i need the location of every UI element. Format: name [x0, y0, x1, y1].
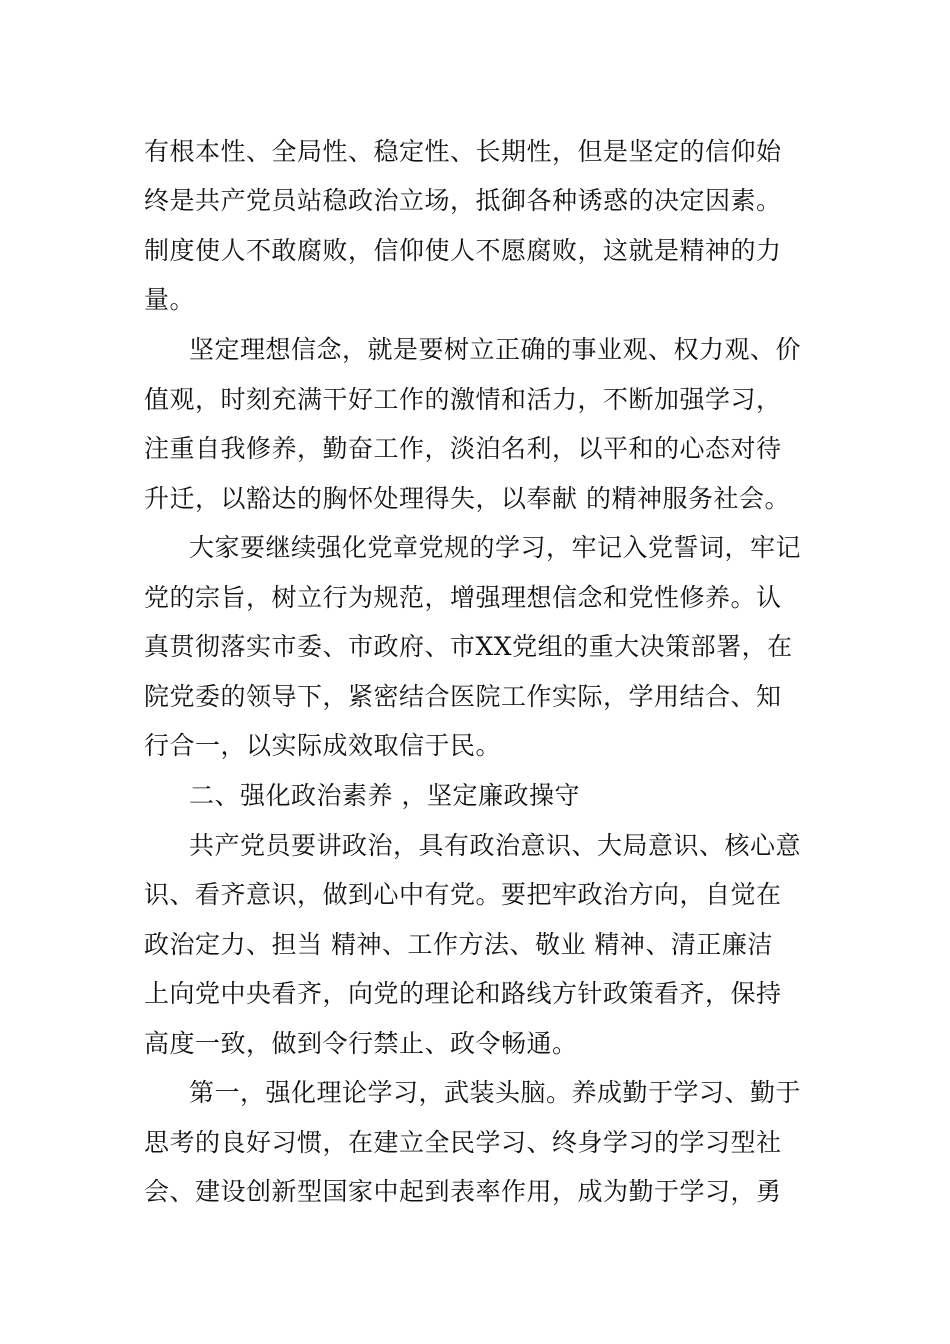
text-line: 上向党中央看齐，向党的理论和路线方针政策看齐，保持: [144, 979, 782, 1008]
text-line: 量。: [144, 285, 196, 314]
text-line: 真贯彻落实市委、市政府、市XX党组的重大决策部署，在: [144, 632, 793, 661]
text-line: 值观，时刻充满干好工作的激情和活力，不断加强学习，: [144, 385, 782, 414]
section-heading: 二、强化政治素养 ，坚定廉政操守: [189, 781, 580, 810]
text-line: 有根本性、全局性、稳定性、长期性，但是坚定的信仰始: [144, 137, 782, 166]
text-line: 高度一致，做到令行禁止、政令畅通。: [144, 1029, 578, 1058]
text-line: 党的宗旨，树立行为规范，增强理想信念和党性修养。认: [144, 583, 782, 612]
text-line: 升迁，以豁达的胸怀处理得失，以奉献 的精神服务社会。: [144, 484, 790, 513]
text-line: 会、建设创新型国家中起到表率作用，成为勤于学习，勇: [144, 1177, 782, 1206]
text-line: 注重自我修养，勤奋工作，淡泊名利，以平和的心态对待: [144, 434, 782, 463]
text-line: 识、看齐意识，做到心中有党。要把牢政治方向，自觉在: [144, 880, 782, 909]
paragraph-first-line: 共产党员要讲政治，具有政治意识、大局意识、核心意: [189, 831, 802, 860]
text-line: 行合一，以实际成效取信于民。: [144, 731, 502, 760]
paragraph-first-line: 第一，强化理论学习，武装头脑。养成勤于学习、勤于: [189, 1078, 802, 1107]
paragraph-first-line: 坚定理想信念，就是要树立正确的事业观、权力观、价: [189, 335, 802, 364]
text-line: 思考的良好习惯，在建立全民学习、终身学习的学习型社: [144, 1128, 782, 1157]
text-line: 政治定力、担当 精神、工作方法、敬业 精神、清正廉洁: [144, 930, 773, 959]
text-line: 终是共产党员站稳政治立场，抵御各种诱惑的决定因素。: [144, 186, 782, 215]
text-line: 制度使人不敢腐败，信仰使人不愿腐败，这就是精神的力: [144, 236, 782, 265]
paragraph-first-line: 大家要继续强化党章党规的学习，牢记入党誓词，牢记: [189, 533, 802, 562]
text-line: 院党委的领导下，紧密结合医院工作实际，学用结合、知: [144, 682, 782, 711]
